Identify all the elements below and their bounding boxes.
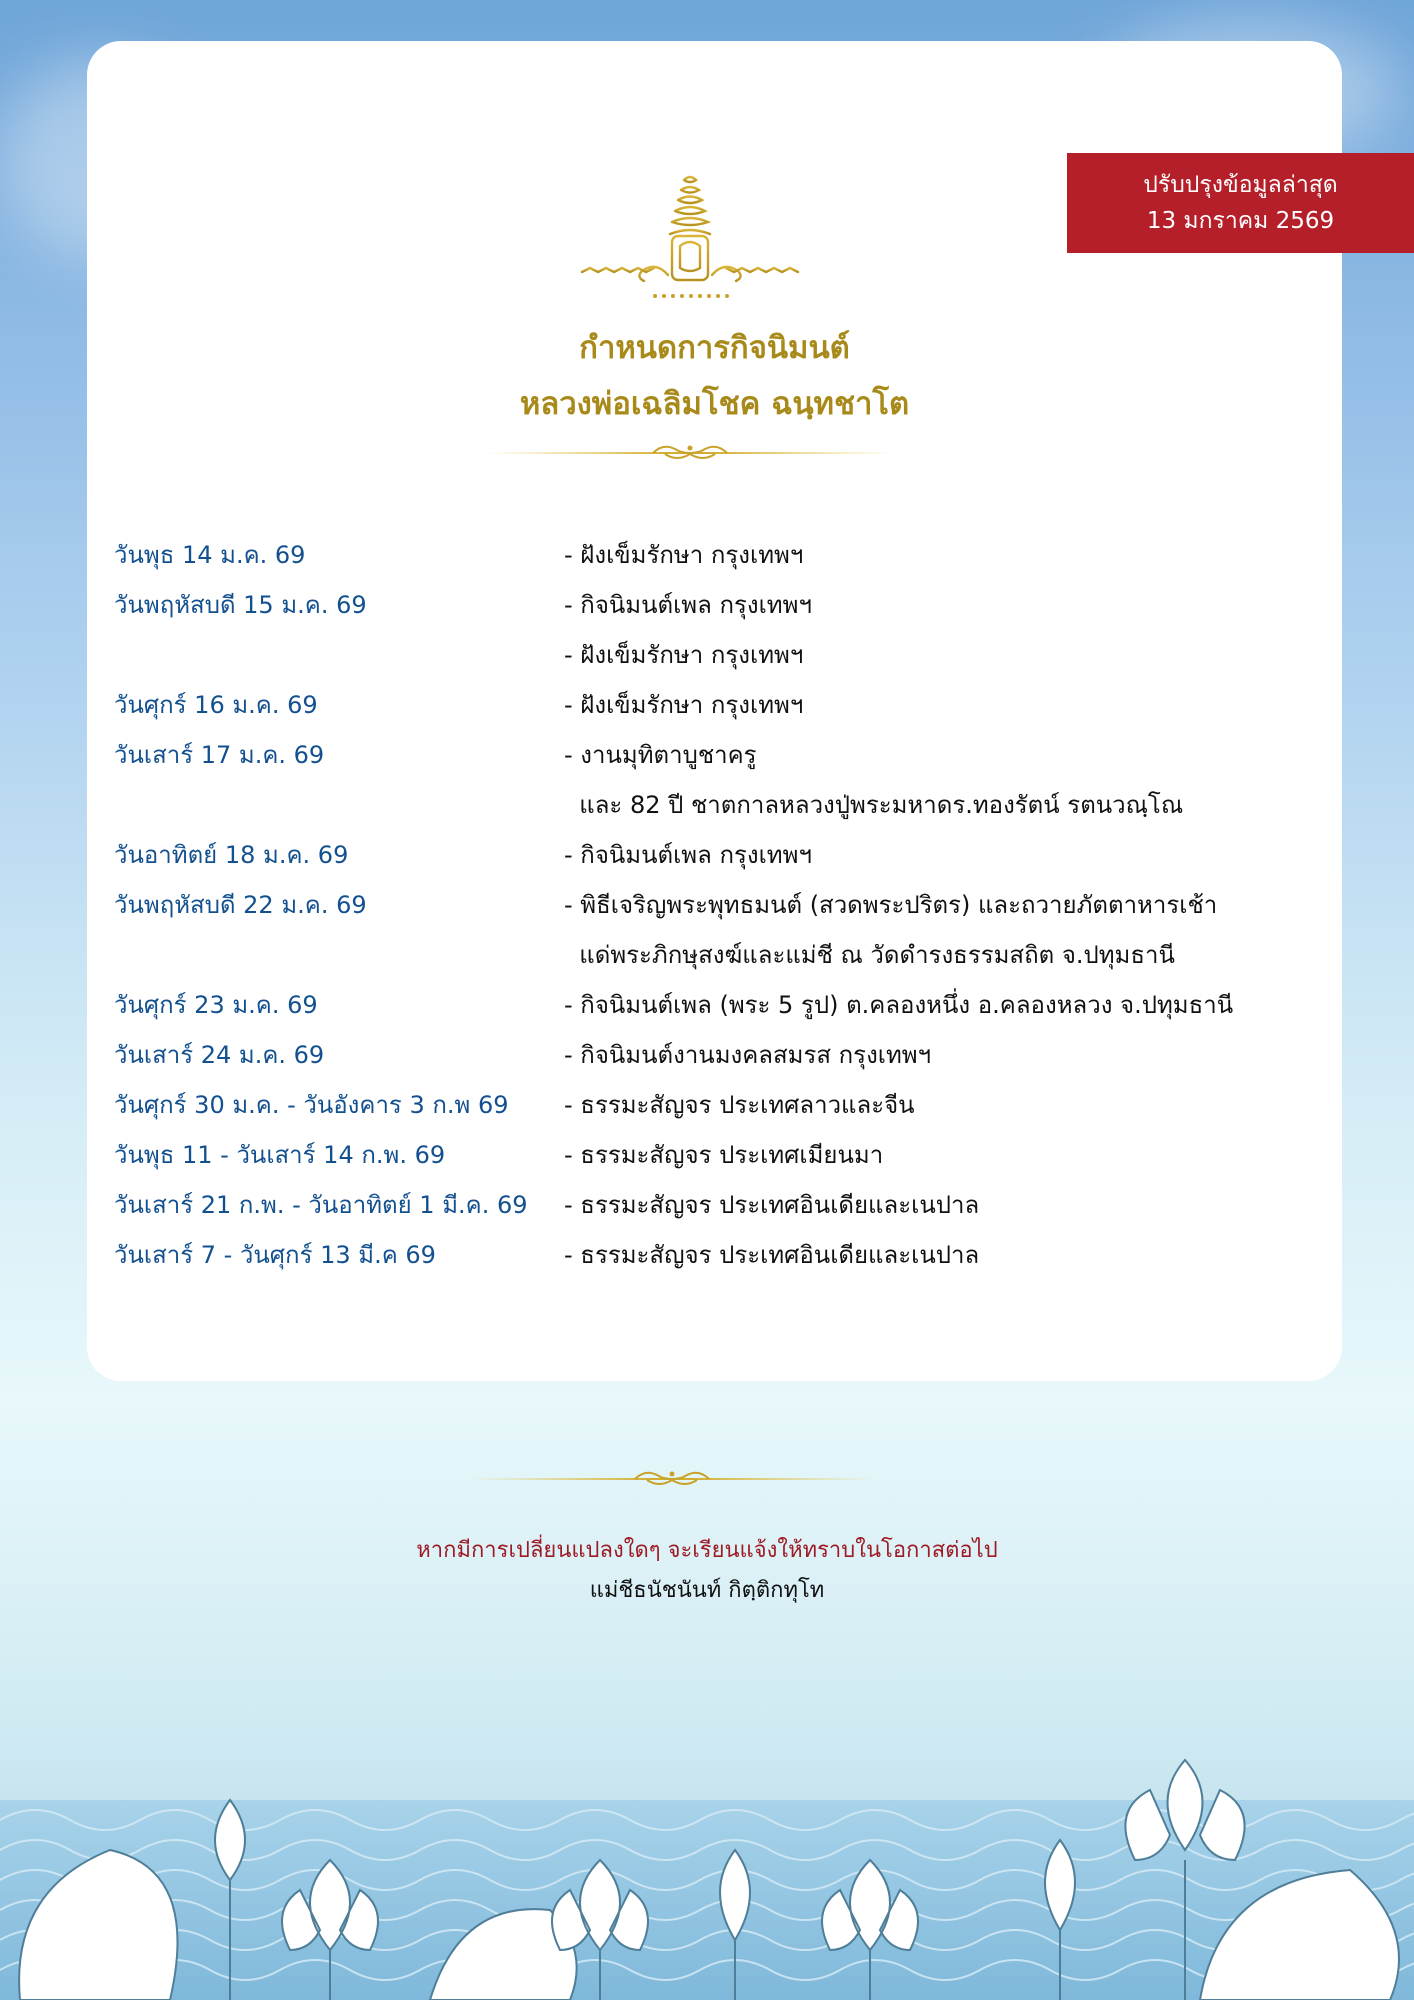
schedule-event: - ฝังเข็มรักษา กรุงเทพฯ bbox=[564, 541, 804, 569]
schedule-row bbox=[114, 680, 1314, 730]
schedule-date: วันเสาร์ 17 ม.ค. 69 bbox=[114, 741, 325, 769]
schedule-row bbox=[114, 1030, 1314, 1080]
schedule-row bbox=[114, 1130, 1314, 1180]
update-badge-label: ปรับปรุงข้อมูลล่าสุด bbox=[1143, 172, 1338, 198]
schedule-date: วันพฤหัสบดี 22 ม.ค. 69 bbox=[114, 891, 367, 919]
schedule-date: วันพฤหัสบดี 15 ม.ค. 69 bbox=[114, 591, 367, 619]
schedule-row bbox=[114, 930, 1314, 980]
update-badge bbox=[1067, 153, 1414, 253]
schedule-event: - กิจนิมนต์เพล (พระ 5 รูป) ต.คลองหนึ่ง อ.คลองหลวง จ.ปทุมธานี bbox=[564, 991, 1234, 1019]
schedule-row bbox=[114, 780, 1314, 830]
schedule-date: วันอาทิตย์ 18 ม.ค. 69 bbox=[114, 841, 349, 869]
schedule-event: - ธรรมะสัญจร ประเทศอินเดียและเนปาล bbox=[564, 1191, 980, 1219]
signature: แม่ชีธนัชนันท์ กิตฺติกทุโท bbox=[589, 1578, 825, 1603]
schedule-row bbox=[114, 1080, 1314, 1130]
schedule-event: แด่พระภิกษุสงฆ์และแม่ชี ณ วัดดำรงธรรมสถิต จ.ปทุมธานี bbox=[564, 941, 1175, 969]
schedule-date: วันเสาร์ 7 - วันศุกร์ 13 มี.ค 69 bbox=[114, 1241, 436, 1269]
schedule-event: - กิจนิมนต์เพล กรุงเทพฯ bbox=[564, 841, 812, 869]
schedule-row bbox=[114, 630, 1314, 680]
royal-emblem-icon bbox=[580, 150, 800, 305]
schedule-row bbox=[114, 580, 1314, 630]
ornament-divider-icon bbox=[467, 1466, 877, 1492]
schedule-row bbox=[114, 1230, 1314, 1280]
schedule-event: - งานมุทิตาบูชาครู bbox=[564, 741, 757, 769]
schedule-event: - กิจนิมนต์งานมงคลสมรส กรุงเทพฯ bbox=[564, 1041, 932, 1069]
schedule-event: - ธรรมะสัญจร ประเทศอินเดียและเนปาล bbox=[564, 1241, 980, 1269]
update-badge-date: 13 มกราคม 2569 bbox=[1146, 208, 1335, 234]
schedule-date: วันเสาร์ 24 ม.ค. 69 bbox=[114, 1041, 325, 1069]
schedule-row bbox=[114, 980, 1314, 1030]
lotus-wave-decoration-icon bbox=[0, 1740, 1414, 2000]
page-title-line2: หลวงพ่อเฉลิมโชค ฉนฺทชาโต bbox=[519, 386, 910, 422]
schedule-date: วันศุกร์ 30 ม.ค. - วันอังคาร 3 ก.พ 69 bbox=[114, 1091, 509, 1119]
schedule-date: วันพุธ 14 ม.ค. 69 bbox=[114, 541, 306, 569]
change-notice: หากมีการเปลี่ยนแปลงใดๆ จะเรียนแจ้งให้ทราบในโอกาสต่อไป bbox=[416, 1538, 998, 1563]
schedule-row bbox=[114, 1180, 1314, 1230]
schedule-row bbox=[114, 730, 1314, 780]
schedule-row bbox=[114, 830, 1314, 880]
schedule-event: - กิจนิมนต์เพล กรุงเทพฯ bbox=[564, 591, 812, 619]
schedule-date: วันศุกร์ 23 ม.ค. 69 bbox=[114, 991, 318, 1019]
schedule-event: - ธรรมะสัญจร ประเทศลาวและจีน bbox=[564, 1091, 915, 1119]
schedule-row bbox=[114, 530, 1314, 580]
schedule-date: วันพุธ 11 - วันเสาร์ 14 ก.พ. 69 bbox=[114, 1141, 446, 1169]
schedule-date: วันเสาร์ 21 ก.พ. - วันอาทิตย์ 1 มี.ค. 69 bbox=[114, 1191, 528, 1219]
schedule-row bbox=[114, 880, 1314, 930]
schedule-event: และ 82 ปี ชาตกาลหลวงปู่พระมหาดร.ทองรัตน์ รตนวณฺโณ bbox=[564, 791, 1184, 819]
schedule-event: - พิธีเจริญพระพุทธมนต์ (สวดพระปริตร) และถวายภัตตาหารเช้า bbox=[564, 891, 1218, 919]
schedule-event: - ฝังเข็มรักษา กรุงเทพฯ bbox=[564, 641, 804, 669]
ornament-divider-icon bbox=[485, 440, 895, 466]
schedule-event: - ธรรมะสัญจร ประเทศเมียนมา bbox=[564, 1141, 884, 1169]
schedule-list bbox=[114, 530, 1314, 1280]
schedule-date: วันศุกร์ 16 ม.ค. 69 bbox=[114, 691, 318, 719]
schedule-event: - ฝังเข็มรักษา กรุงเทพฯ bbox=[564, 691, 804, 719]
page-title-line1: กำหนดการกิจนิมนต์ bbox=[579, 330, 850, 366]
